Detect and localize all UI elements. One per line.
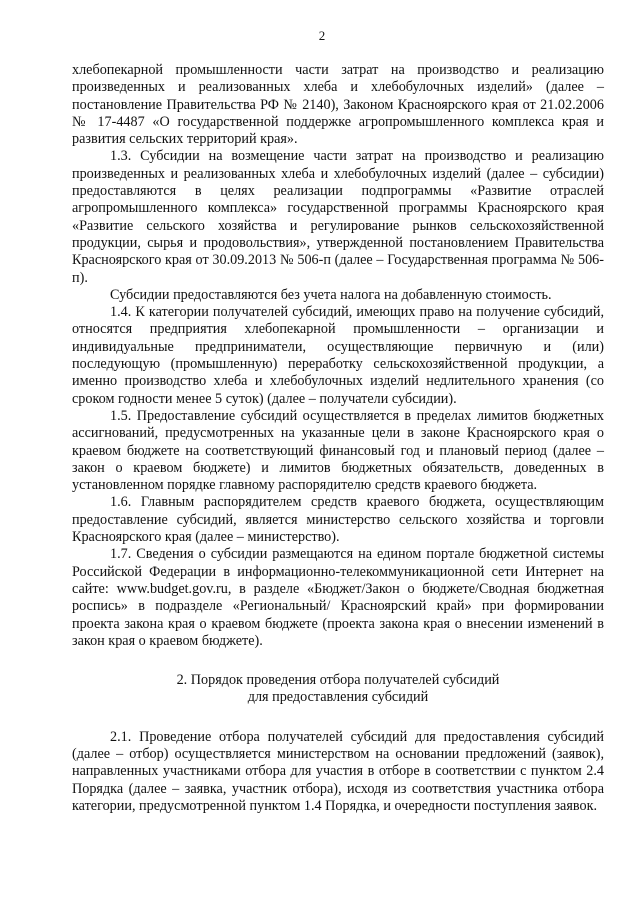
paragraph-1-7: 1.7. Сведения о субсидии размещаются на едином портале бюджетной системы Российской Федерации в информационно-телекоммуникационной сети Интернет на сайте: www.budget.gov.ru, в разделе «Бюджет/Закон о бюджете/Сводная бюджетная роспись» в подразделе «Региональный/ Красноярский край» при формировании проекта закона края о краевом бюджете (проекта закона края о внесении изменений в закон края о краевом бюджете). bbox=[72, 546, 604, 649]
paragraph-1-6: 1.6. Главным распорядителем средств краевого бюджета, осуществляющим предоставление субсидий, является министерство сельского хозяйства и торговли Красноярского края (далее – министерство). bbox=[72, 494, 604, 546]
paragraph-1-4: 1.4. К категории получателей субсидий, имеющих право на получение субсидий, относятся предприятия хлебопекарной промышленности – организации и индивидуальные предприниматели, осуществляющие первичную и (или) последующую (промышленную) переработку сельскохозяйственной продукции, а именно производство хлеба и хлебобулочных изделий недлительного хранения (со сроком годности менее 5 суток) (далее – получатели субсидии). bbox=[72, 304, 604, 407]
paragraph-continuation: хлебопекарной промышленности части затрат на производство и реализацию произведенных и реализованных хлеба и хлебобулочных изделий» (далее – постановление Правительства РФ № 2140), Законом Красноярского края от 21.02.2006 № 17-4487 «О государственной поддержке агропромышленного комплекса края и развития сельских территорий края». bbox=[72, 62, 604, 148]
paragraph-1-5: 1.5. Предоставление субсидий осуществляется в пределах лимитов бюджетных ассигнований, предусмотренных на указанные цели в законе Красноярского края о краевом бюджете на соответствующий финансовый год и плановый период (далее – закон о краевом бюджете) и лимитов бюджетных обязательств, доведенных в установленном порядке главному распорядителю средств краевого бюджета. bbox=[72, 407, 604, 494]
page-number: 2 bbox=[318, 28, 326, 43]
paragraph-1-3: 1.3. Субсидии на возмещение части затрат на производство и реализацию произведенных и реализованных хлеба и хлебобулочных изделий (далее – субсидии) предоставляются в целях реализации подпрограммы «Развитие отраслей агропромышленного комплекса» государственной программы Красноярского края «Развитие сельского хозяйства и регулирование рынков сельскохозяйственной продукции, сырья и продовольствия», утвержденной постановлением Правительства Красноярского края от 30.09.2013 № 506-п (далее – Государственная программа № 506-п). bbox=[72, 148, 604, 286]
paragraph-2-1: 2.1. Проведение отбора получателей субсидий для предоставления субсидий (далее – отбор) осуществляется министерством на основании предложений (заявок), направленных участниками отбора для участия в отборе в соответствии с пунктом 2.4 Порядка (далее – заявка, участник отбора), исходя из соответствия участника отбора категории, предусмотренной пунктом 1.4 Порядка, и очередности поступления заявок. bbox=[72, 728, 604, 814]
body-text-before bbox=[72, 62, 604, 650]
body-text-after bbox=[72, 729, 604, 815]
section-heading bbox=[72, 672, 604, 707]
section-heading-line-2: для предоставления субсидий bbox=[247, 689, 429, 706]
paragraph-vat-note: Субсидии предоставляются без учета налога на добавленную стоимость. bbox=[110, 286, 552, 303]
section-heading-line-1: 2. Порядок проведения отбора получателей субсидий bbox=[176, 672, 500, 689]
